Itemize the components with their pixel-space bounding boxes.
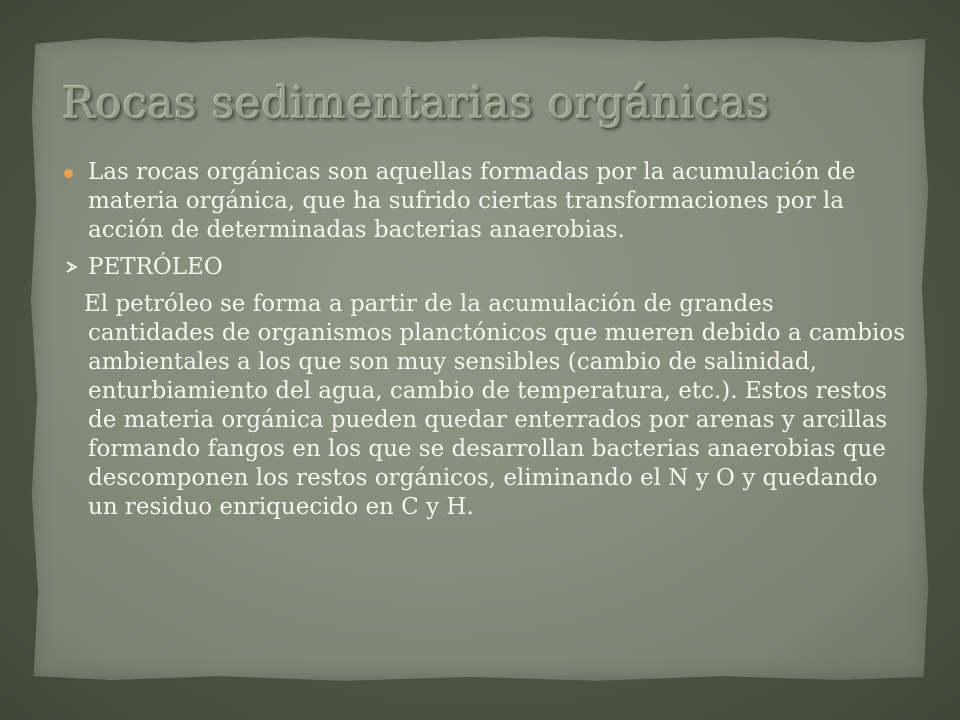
slide-title: Rocas sedimentarias orgánicas [62, 78, 771, 129]
slide-body [64, 158, 906, 522]
body-paragraph: El petróleo se forma a partir de la acumulación de grandes cantidades de organismos planctónicos que mueren debido a cambios ambientales a los que son muy sensibles (cambio de salinidad, enturbiamiento del agua, cambio de temperatura, etc.). Estos restos de materia orgánica pueden quedar enterrados por arenas y arcillas formando fangos en los que se desarrollan bacterias anaerobias que descomponen los restos orgánicos, eliminando el N y O y quedando un residuo enriquecido en C y H. [84, 291, 906, 520]
arrow-bullet-icon [64, 255, 80, 279]
subheading-item [64, 253, 906, 282]
bullet-text: Las rocas orgánicas son aquellas formadas por la acumulación de materia orgánica, que ha sufrido ciertas transformaciones por la acción de determinadas bacterias anaerobias. [88, 159, 856, 243]
bullet-dot-icon [64, 169, 73, 178]
subheading-text: PETRÓLEO [88, 254, 223, 280]
bullet-item [64, 158, 906, 245]
